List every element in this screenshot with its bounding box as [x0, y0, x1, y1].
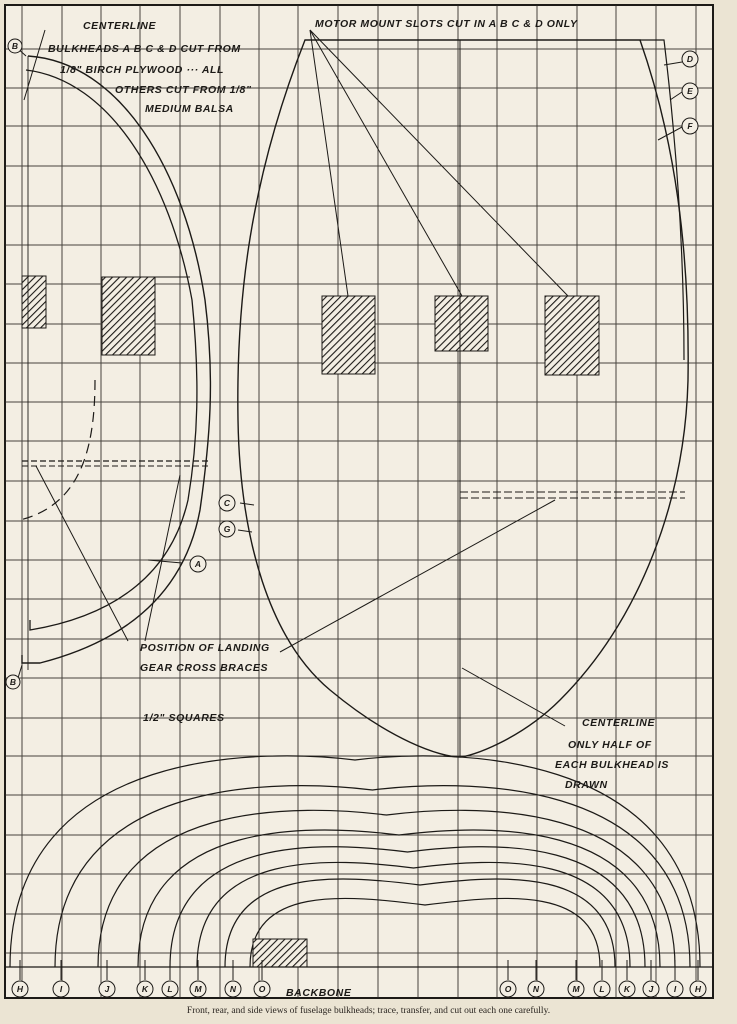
- motor-mount-note: MOTOR MOUNT SLOTS CUT IN A B C & D ONLY: [315, 18, 578, 30]
- callout-o: O: [258, 984, 266, 994]
- landing-gear-note-line1: POSITION OF LANDING: [140, 642, 270, 654]
- callout-m: M: [572, 984, 580, 994]
- callout-j: J: [104, 984, 110, 994]
- svg-text:B: B: [11, 41, 19, 51]
- svg-text:D: D: [686, 54, 694, 64]
- callout-a: [190, 556, 206, 572]
- callout-i: I: [59, 984, 63, 994]
- svg-text:F: F: [687, 121, 693, 131]
- svg-text:G: G: [223, 524, 231, 534]
- callout-k: K: [623, 984, 631, 994]
- motor-slot-left-large: [102, 277, 155, 355]
- callout-e: [682, 83, 698, 99]
- centerline-label-top: CENTERLINE: [83, 20, 157, 32]
- centerline-note-line4: DRAWN: [565, 779, 608, 791]
- motor-slot-center-left: [322, 296, 375, 374]
- svg-text:A: A: [194, 559, 202, 569]
- backbone-slot: [253, 939, 307, 967]
- callout-h: H: [16, 984, 24, 994]
- motor-slot-center-right: [545, 296, 599, 375]
- callout-g: [219, 521, 235, 537]
- callout-b-bottom: [6, 675, 20, 689]
- callout-o: O: [504, 984, 512, 994]
- callout-b-top: [8, 39, 22, 53]
- motor-slot-left-small: [22, 276, 46, 328]
- callout-d: [682, 51, 698, 67]
- svg-text:B: B: [9, 677, 17, 687]
- callout-h: H: [694, 984, 702, 994]
- callout-n: N: [229, 984, 237, 994]
- sheet-border: [5, 5, 713, 998]
- callout-l: L: [167, 984, 173, 994]
- material-note-line3: OTHERS CUT FROM 1/8": [115, 84, 252, 96]
- landing-gear-note-line2: GEAR CROSS BRACES: [140, 662, 269, 674]
- figure-caption: Front, rear, and side views of fuselage bulkheads; trace, transfer, and cut out each one carefully.: [186, 1006, 551, 1016]
- callout-l: L: [599, 984, 605, 994]
- centerline-note-line2: ONLY HALF OF: [568, 739, 652, 751]
- callout-f: [682, 118, 698, 134]
- material-note-line1: BULKHEADS A B C & D CUT FROM: [48, 43, 241, 55]
- material-note-line4: MEDIUM BALSA: [145, 103, 234, 115]
- backbone-label: BACKBONE: [286, 987, 352, 999]
- motor-slot-center-mid: [435, 296, 488, 351]
- callout-c: [219, 495, 235, 511]
- svg-text:E: E: [687, 86, 693, 96]
- callout-i: I: [673, 984, 677, 994]
- callout-k: K: [141, 984, 149, 994]
- squares-note: 1/2" SQUARES: [143, 712, 225, 724]
- centerline-note-line1: CENTERLINE: [582, 717, 656, 729]
- centerline-note-line3: EACH BULKHEAD IS: [555, 759, 670, 771]
- callout-m: M: [194, 984, 202, 994]
- material-note-line2: 1/8" BIRCH PLYWOOD ··· ALL: [60, 64, 225, 76]
- svg-text:C: C: [223, 498, 231, 508]
- callout-n: N: [532, 984, 540, 994]
- callout-j: J: [648, 984, 654, 994]
